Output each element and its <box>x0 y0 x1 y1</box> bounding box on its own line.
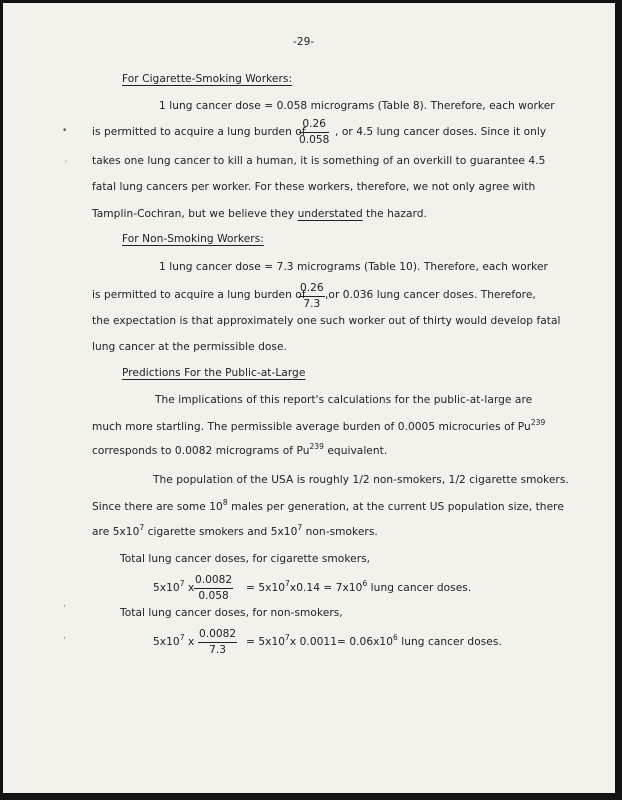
superscript: 6 <box>393 633 398 642</box>
equation-rhs <box>246 579 472 594</box>
text-segment: = 5x10 <box>246 636 286 648</box>
text-segment: equivalent. <box>323 445 388 457</box>
equation-lhs <box>153 633 195 648</box>
superscript: 7 <box>285 579 290 588</box>
superscript: 7 <box>285 633 290 642</box>
text-segment: x <box>184 582 195 594</box>
text-segment: lung cancer doses. <box>397 636 502 648</box>
superscript: 7 <box>179 579 185 588</box>
superscript: 7 <box>297 523 303 532</box>
text-segment: x 0.0011= 0.06x10 <box>289 636 394 648</box>
text-line: 1 lung cancer dose = 7.3 micrograms (Table 10). Therefore, each worker <box>159 261 548 273</box>
text-segment: x <box>184 636 195 648</box>
heading-smoking-workers: For Cigarette-Smoking Workers: <box>122 73 293 85</box>
text-line: lung cancer at the permissible dose. <box>92 341 287 353</box>
page-number: -29- <box>293 36 315 48</box>
text-segment: x0.14 = 7x10 <box>289 582 363 594</box>
margin-mark: ′ <box>65 160 68 170</box>
fraction-smokers-calc <box>194 575 233 601</box>
text-line: 1 lung cancer dose = 0.058 micrograms (Table 8). Therefore, each worker <box>159 100 555 112</box>
text-line <box>92 418 546 433</box>
fraction-nonsmoking-burden <box>299 283 325 309</box>
fraction-numerator: 0.0082 <box>194 575 233 589</box>
text-segment: cigarette smokers and 5x10 <box>144 526 298 538</box>
text-line <box>92 523 378 538</box>
text-segment: 5x10 <box>153 636 180 648</box>
text-line: The population of the USA is roughly 1/2 non-smokers, 1/2 cigarette smokers. <box>153 474 569 486</box>
text-segment: corresponds to 0.0082 micrograms of Pu <box>92 445 310 457</box>
equation-rhs <box>246 633 502 648</box>
fraction-numerator: 0.26 <box>299 119 329 133</box>
text-segment: non-smokers. <box>302 526 378 538</box>
text-line: the expectation is that approximately one such worker out of thirty would develop fatal <box>92 315 561 327</box>
margin-mark: · <box>63 634 66 644</box>
text-line <box>92 498 564 513</box>
heading-non-smoking-workers: For Non-Smoking Workers: <box>122 233 264 245</box>
equation-lhs <box>153 579 195 594</box>
fraction-denominator: 0.058 <box>299 133 330 146</box>
fraction-numerator: 0.26 <box>299 283 325 297</box>
margin-mark: · <box>63 602 66 612</box>
text-segment: Since there are some 10 <box>92 501 223 513</box>
text-line <box>92 209 427 220</box>
text-line: fatal lung cancers per worker. For these workers, therefore, we not only agree with <box>92 181 536 193</box>
fraction-smoking-burden <box>299 119 329 145</box>
text-segment: 5x10 <box>153 582 180 594</box>
heading-public-at-large: Predictions For the Public-at-Large <box>122 367 306 379</box>
calc-label-nonsmokers: Total lung cancer doses, for non-smokers, <box>120 607 343 619</box>
text-segment: lung cancer doses. <box>367 582 472 594</box>
margin-mark: • <box>62 126 68 136</box>
text-segment: males per generation, at the current US population size, there <box>227 501 564 513</box>
superscript: 8 <box>222 498 228 507</box>
emphasized-word: understated <box>297 208 363 220</box>
text-segment: the hazard. <box>366 208 427 220</box>
text-segment: Tamplin-Cochran, but we believe they <box>92 208 295 220</box>
calc-label-smokers: Total lung cancer doses, for cigarette smokers, <box>120 553 371 565</box>
fraction-denominator: 7.3 <box>303 297 321 310</box>
fraction-denominator: 7.3 <box>209 643 226 656</box>
superscript: 6 <box>362 579 368 588</box>
fraction-numerator: 0.0082 <box>198 629 237 643</box>
text-line: is permitted to acquire a lung burden of <box>92 289 306 301</box>
text-line: takes one lung cancer to kill a human, it is something of an overkill to guarantee 4.5 <box>92 155 546 167</box>
superscript: 239 <box>309 442 324 451</box>
text-line: , or 4.5 lung cancer doses. Since it only <box>335 126 547 138</box>
text-segment: = 5x10 <box>246 582 286 594</box>
text-segment: are 5x10 <box>92 526 140 538</box>
text-line: The implications of this report's calculations for the public-at-large are <box>155 394 533 406</box>
fraction-nonsmokers-calc <box>198 629 237 655</box>
text-line <box>92 442 388 457</box>
fraction-denominator: 0.058 <box>198 589 229 602</box>
text-line: ,or 0.036 lung cancer doses. Therefore, <box>325 289 536 301</box>
superscript: 239 <box>530 418 546 427</box>
superscript: 7 <box>139 523 145 532</box>
text-line: is permitted to acquire a lung burden of <box>92 126 306 138</box>
text-segment: much more startling. The permissible average burden of 0.0005 microcuries of Pu <box>92 421 531 433</box>
document-page <box>3 3 615 793</box>
superscript: 7 <box>179 633 185 642</box>
